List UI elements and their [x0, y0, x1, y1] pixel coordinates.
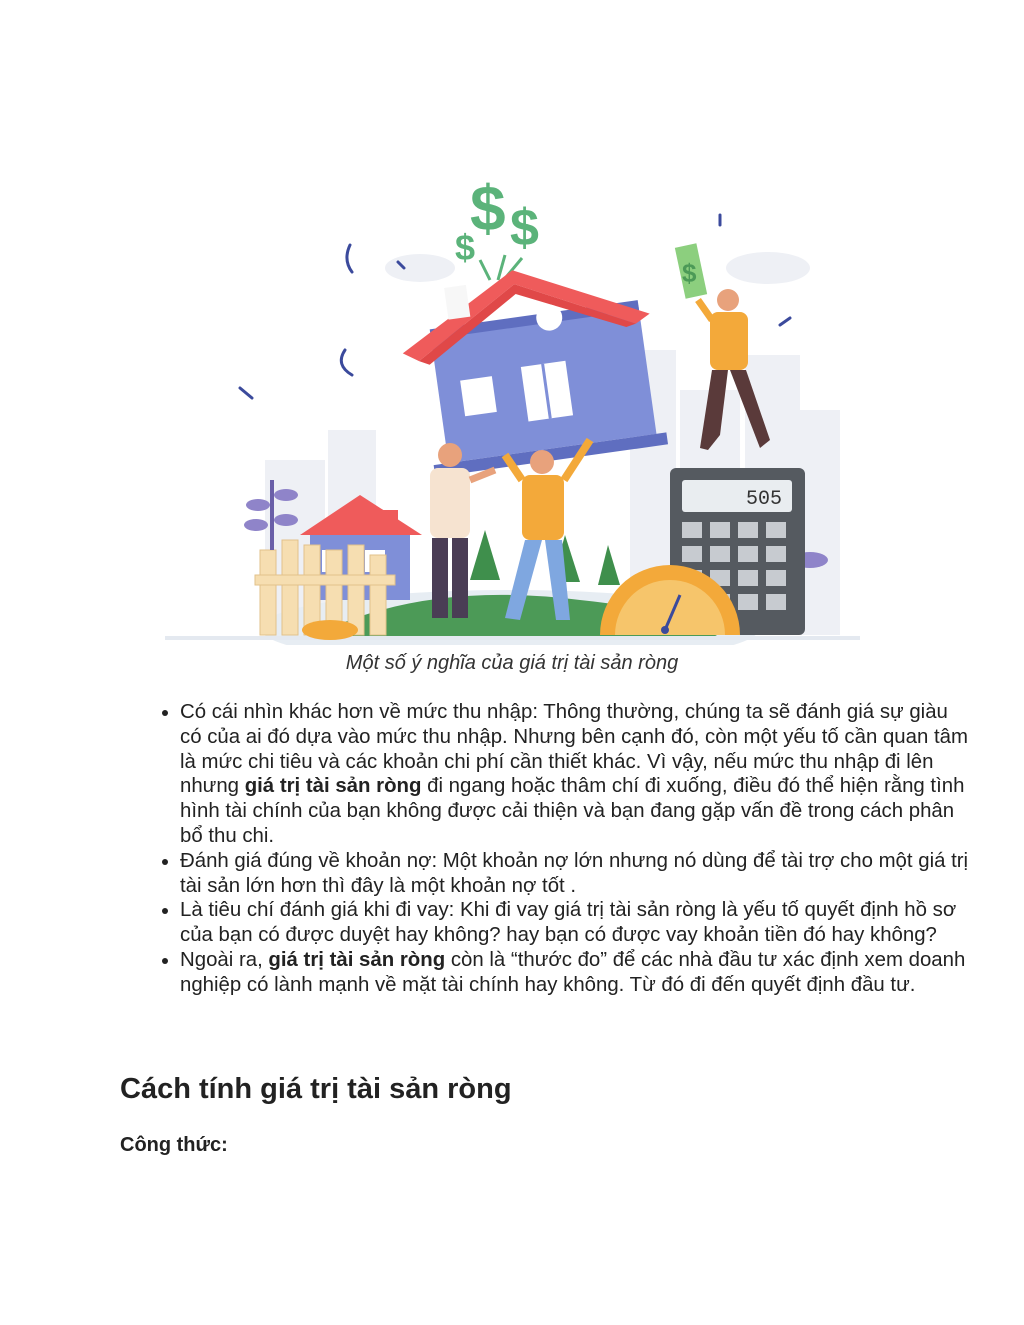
bullet-text: Đánh giá đúng về khoản nợ: Một khoản nợ lớn nhưng nó dùng để tài trợ cho một giá trị tài sản lớn hơn thì đây là một khoản nợ tốt . [180, 849, 969, 897]
figure-caption: Một số ý nghĩa của giá trị tài sản ròng [345, 652, 679, 674]
svg-text:$: $ [510, 199, 539, 257]
bullet-bold-text: giá trị tài sản ròng [244, 775, 422, 798]
section-heading: Cách tính giá trị tài sản ròng [120, 1073, 512, 1105]
sub-heading: Công thức: [120, 1134, 228, 1156]
calculator-display: 505 [745, 488, 782, 511]
net-worth-illustration [160, 150, 865, 645]
svg-text:$: $ [470, 172, 506, 244]
house-icon [393, 252, 668, 479]
bullet-text: Có cái nhìn khác hơn về mức thu nhập: Thông thường, chúng ta sẽ đánh giá sự giàu có của ai đó dựa vào mức thu nhập. Nhưng bên cạnh đó, còn một yếu tố cần quan tâm là mức chi tiêu và các khoản chi phí cần thiết khác. Vì vậy, nếu mức thu nhập đi lên nhưng [180, 701, 968, 798]
svg-text:$: $ [682, 258, 697, 288]
list-item [180, 849, 970, 899]
bush [302, 620, 358, 640]
svg-text:$: $ [455, 227, 476, 268]
bullet-text: Ngoài ra, [180, 948, 269, 971]
bullet-text: Là tiêu chí đánh giá khi đi vay: Khi đi vay giá trị tài sản ròng là yếu tố quyết định hồ sơ của bạn có được duyệt hay không? hay bạn có được vay khoản tiền đó hay không? [180, 899, 957, 947]
bullet-bold-text: giá trị tài sản ròng [268, 948, 446, 971]
bullet-list [118, 700, 970, 998]
illustration-svg [160, 150, 865, 645]
bullet-text: đi ngang hoặc thâm chí đi xuống, điều đó thể hiện rằng tình hình tài chính của bạn không được cải thiện và bạn đang gặp vấn đề trong cách phân bổ thu chi. [180, 775, 965, 847]
bullet-text: còn là “thước đo” để các nhà đầu tư xác định xem doanh nghiệp có lành mạnh về mặt tài chính hay không. Từ đó đi đến quyết định đầu tư. [180, 948, 966, 996]
dollar-sign-icon [455, 172, 539, 282]
list-item [180, 948, 970, 998]
list-item [180, 898, 970, 948]
list-item [180, 700, 970, 849]
